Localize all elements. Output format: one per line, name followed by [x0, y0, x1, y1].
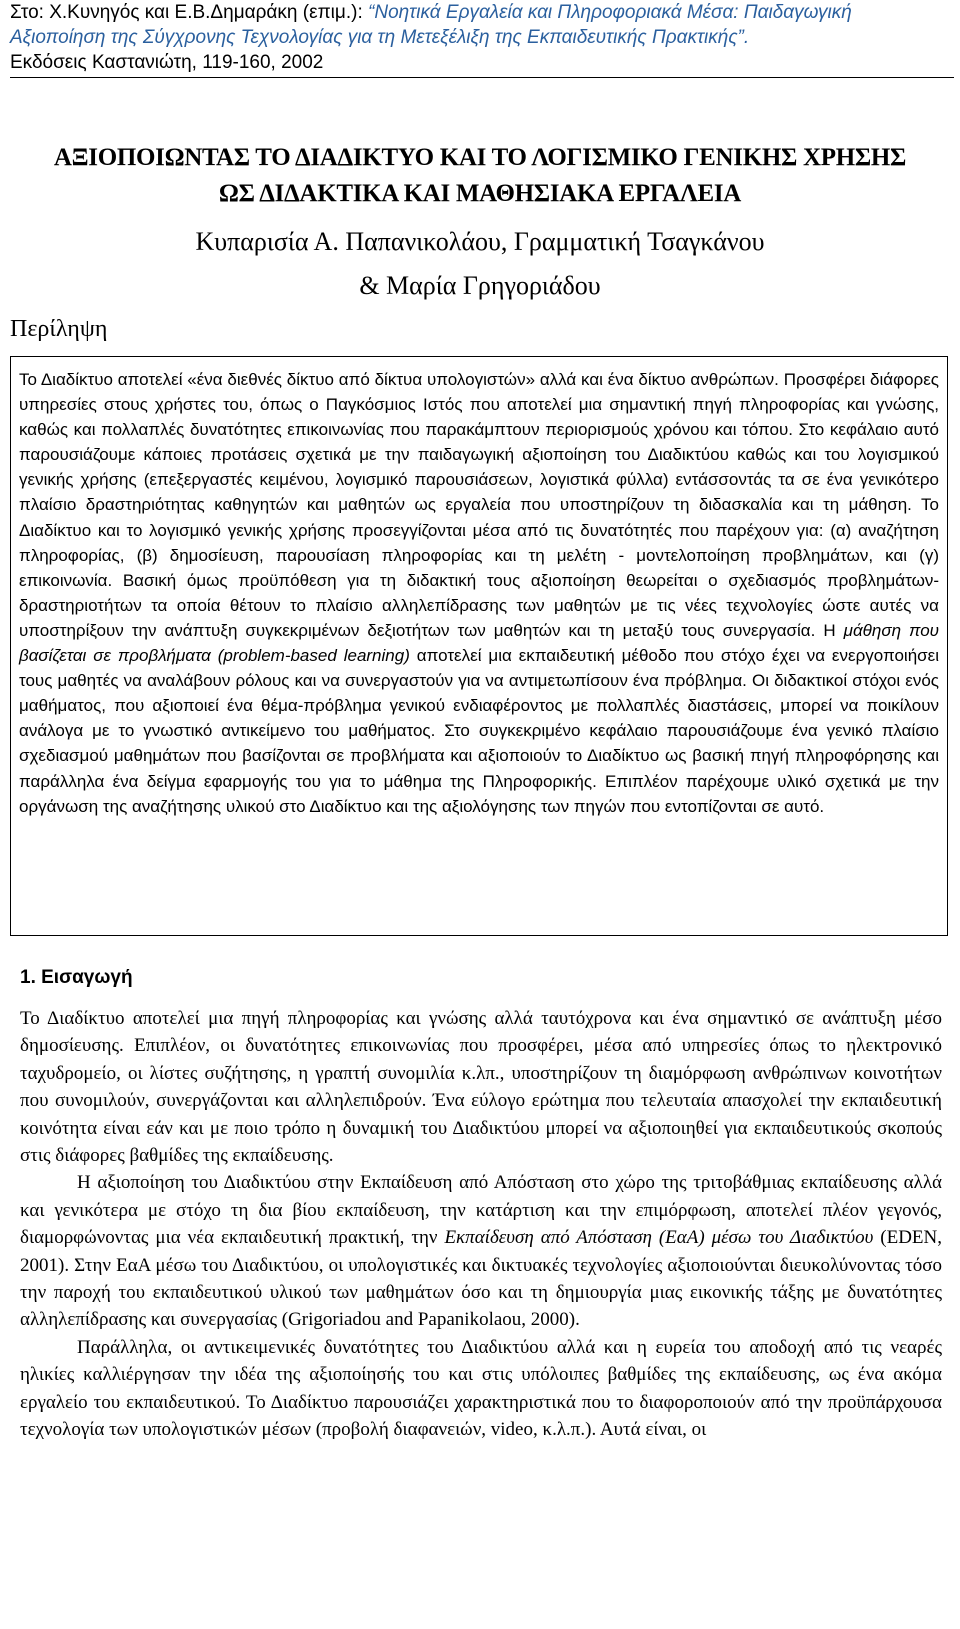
title-line-1: ΑΞΙΟΠΟΙΩΝΤΑΣ ΤΟ ΔΙΑΔΙΚΤΥΟ ΚΑΙ ΤΟ ΛΟΓΙΣΜΙΚΟ ΓΕΝΙΚΗΣ ΧΡΗΣΗΣ: [53, 144, 907, 171]
authors: [10, 220, 950, 308]
citation: [10, 0, 950, 75]
title-line-2: ΩΣ ΔΙΔΑΚΤΙΚΑ ΚΑΙ ΜΑΘΗΣΙΑΚΑ ΕΡΓΑΛΕΙΑ: [218, 180, 742, 207]
book-title: “Νοητικά Εργαλεία και Πληροφοριακά Μέσα: Παιδαγωγική Αξιοποίηση της Σύγχρονης Τεχνολογίας για τη Μετεξέλιξη της Εκπαιδευτικής Πρακτικής”.: [10, 2, 852, 48]
header-rule: [10, 77, 954, 78]
abstract-emphasis: μάθηση που βασίζεται σε προβλήματα (problem-based learning): [19, 620, 939, 666]
abstract-heading: Περίληψη: [10, 316, 108, 342]
authors-line-2: & Μαρία Γρηγοριάδου: [359, 271, 601, 300]
paper-title: [10, 140, 950, 212]
paragraph-2-text-a: Η αξιοποίηση του Διαδικτύου στην Εκπαίδευση από Απόσταση στο χώρο της τριτοβάθμιας εκπαίδευσης αλλά και γενικότερα με στόχο τη δια βίου εκπαίδευση, την κατάρτιση και την επιμόρφωση, αποτελεί πλέον γεγονός, διαμορφώνοντας μια νέα εκπαιδευτική πρακτική, την: [20, 1172, 942, 1249]
abstract-box: [10, 356, 948, 936]
paragraph-2-text-b: (EDEN, 2001). Στην ΕαΑ μέσω του Διαδικτύου, οι υπολογιστικές και δικτυακές τεχνολογίες αξιοποιούνται διευκολύνοντας τόσο την παροχή του εκπαιδευτικού υλικού των μαθημάτων όσο και τη δημιουργία μιας εικονικής τάξης με δυνατότητες αλληλεπίδρασης και συνεργασίας (Grigoriadou and Papanikolaou, 2000).: [20, 1227, 943, 1331]
authors-line-1: Κυπαρισία Α. Παπανικολάου, Γραμματική Τσαγκάνου: [195, 227, 765, 256]
abstract-text-1: Το Διαδίκτυο αποτελεί «ένα διεθνές δίκτυο από δίκτυα υπολογιστών» αλλά και ένα δίκτυο ανθρώπων. Προσφέρει διάφορες υπηρεσίες στους χρήστες του, όπως ο Παγκόσμιος Ιστός που αποτελεί μια σημαντική πηγή πληροφορίας και γνώσης, καθώς και πολλαπλές δυνατότητες επικοινωνίας που παρακάμπτουν περιορισμούς χρόνου και τόπου. Στο κεφάλαιο αυτό παρουσιάζουμε κάποιες προτάσεις σχετικά με την παιδαγωγική αξιοποίηση του Διαδικτύου καθώς και του λογισμικού γενικής χρήσης (επεξεργαστές κειμένου, λογισμικό παρουσιάσεων, λογιστικά φύλλα) εντάσσοντάς τα σε ένα γενικότερο πλαίσιο δραστηριότητας καθηγητών και μαθητών ως εργαλεία που υποστηρίζουν τη διδασκαλία και τη μάθηση. Το Διαδίκτυο και το λογισμικό γενικής χρήσης προσεγγίζονται μέσα από τις δυνατότητές που παρέχουν για: (α) αναζήτηση πληροφορίας, (β) δημοσίευση, παρουσίαση πληροφορίας και τη μελέτη - μοντελοποίηση προβλημάτων, και (γ) επικοινωνία. Βασική όμως προϋπόθεση για τη διδακτική τους αξιοποίηση θεωρείται ο σχεδιασμός προβλημάτων-δραστηριοτήτων τα οποία θέτουν το πλαίσιο αλληλεπίδρασης των μαθητών με τις νέες τεχνολογίες ώστε αυτές να υποστηρίξουν την ανάπτυξη συγκεκριμένων δεξιοτήτων των μαθητών και τη μεταξύ τους συνεργασία. Η: [19, 370, 939, 640]
publisher: Εκδόσεις Καστανιώτη, 119-160, 2002: [10, 52, 324, 73]
section-heading: 1. Εισαγωγή: [20, 967, 133, 988]
paragraph-2: [20, 1169, 942, 1333]
abstract-text-2: αποτελεί μια εκπαιδευτική μέθοδο που στόχο έχει να ενεργοποιήσει τους μαθητές να αναλάβουν ρόλους και να συνεργαστούν για να αντιμετωπίσουν ένα πρόβλημα. Οι διδακτικοί στόχοι ενός μαθήματος, που αξιοποιεί ένα θέμα-πρόβλημα γενικού ενδιαφέροντος με πολλαπλές διαστάσεις, μπορεί να ποικίλουν ανάλογα με το γνωστικό αντικείμενο του μαθήματος. Στο συγκεκριμένο κεφάλαιο παρουσιάζουμε ένα γενικό πλαίσιο σχεδιασμού μαθημάτων που βασίζονται σε προβλήματα και αξιοποιούν το Διαδίκτυο ως βασική πηγή πληροφόρησης και παράλληλα ένα δείγμα εφαρμογής του για το μάθημα της Πληροφορικής. Επιπλέον παρέχουμε υλικό σχετικά με την οργάνωση της αναζήτησης υλικού στο Διαδίκτυο και της αξιολόγησης των πηγών που εντοπίζονται σε αυτό.: [19, 646, 939, 816]
citation-prefix: Στο: Χ.Κυνηγός και Ε.Β.Δημαράκη (επιμ.):: [10, 2, 369, 23]
paragraph-3: Παράλληλα, οι αντικειμενικές δυνατότητες του Διαδικτύου αλλά και η ευρεία του αποδοχή από τις νεαρές ηλικίες καλλιέργησαν την ιδέα της αξιοποίησής του και στις υπόλοιπες βαθμίδες της εκπαίδευσης, ως ένα ακόμα εργαλείο του εκπαιδευτικού. Το Διαδίκτυο παρουσιάζει χαρακτηριστικά που το διαφοροποιούν από την προϋπάρχουσα τεχνολογία των υπολογιστικών μέσων (προβολή διαφανειών, video, κ.λ.π.). Αυτά είναι, οι: [20, 1336, 942, 1441]
section-body: [20, 1005, 942, 1444]
paragraph-1: Το Διαδίκτυο αποτελεί μια πηγή πληροφορίας και γνώσης αλλά ταυτόχρονα και ένα σημαντικό σε ανάπτυξη μέσο δημοσίευσης. Επιπλέον, οι δυνατότητες επικοινωνίας που προσφέρει, μέσα από υπηρεσίες όπως το ηλεκτρονικό ταχυδρομείο, οι λίστες συζήτησης, η γραπτή συνομιλία κ.λπ., υποστηρίζουν τη διαμόρφωση ανθρώπινων κοινοτήτων που συνομιλούν, συνεργάζονται και αλληλεπιδρούν. Ένα εύλογο ερώτημα που τελευταία απασχολεί την εκπαιδευτική κοινότητα είναι εάν και με ποιο τρόπο η δυναμική του Διαδικτύου μπορεί να αξιοποιηθεί για εκπαιδευτικούς σκοπούς στις διάφορες βαθμίδες της εκπαίδευσης.: [20, 1008, 942, 1167]
paragraph-2-emphasis: Εκπαίδευση από Απόσταση (ΕαΑ) μέσω του Διαδικτύου: [444, 1227, 874, 1249]
